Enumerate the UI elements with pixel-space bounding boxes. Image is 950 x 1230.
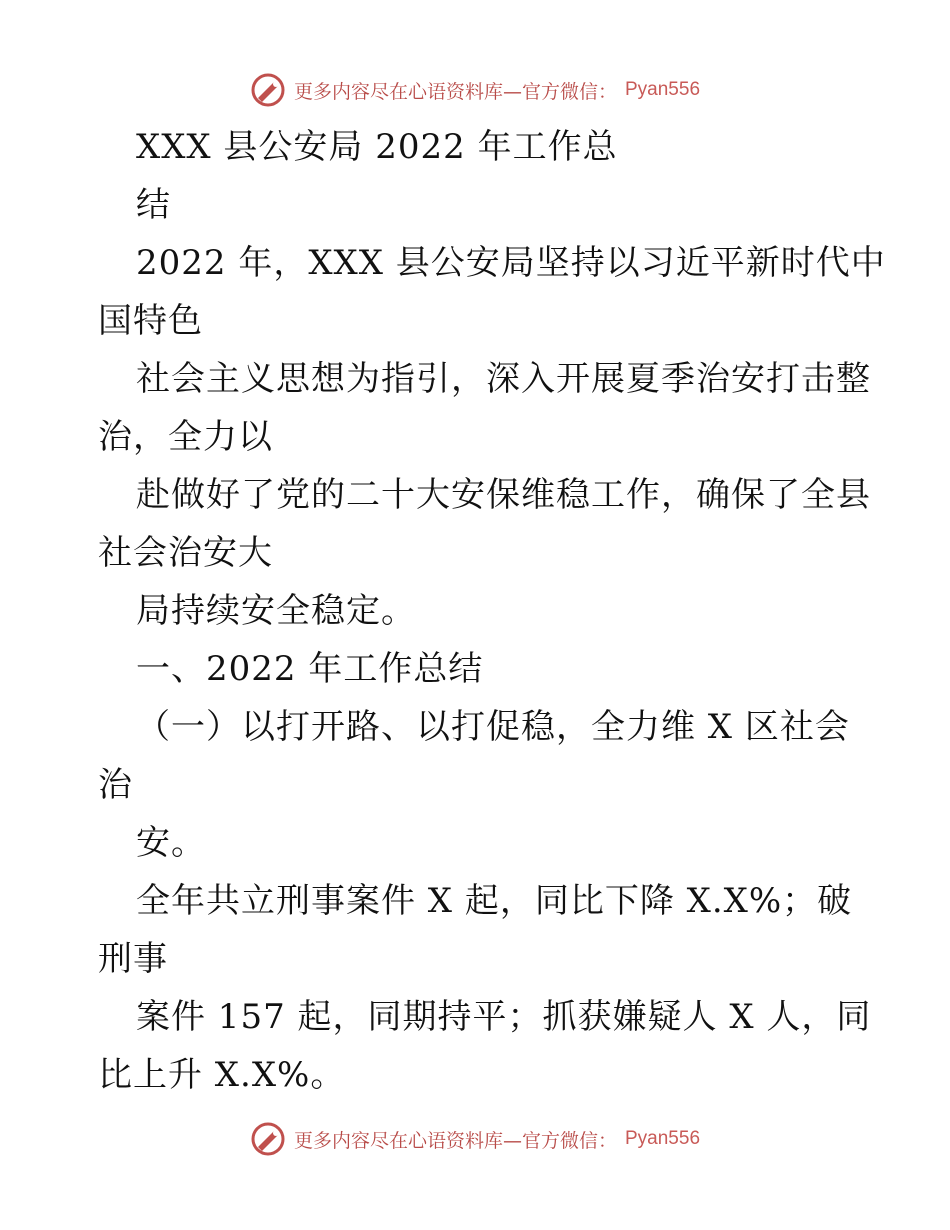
doc-paragraph-line: 案件 157 起，同期持平；抓获嫌疑人 X 人，同 [136,997,872,1037]
doc-paragraph-line: 刑事 [98,939,168,979]
document-body [98,118,886,1104]
header-watermark-text: 更多内容尽在心语资料库—官方微信： [293,80,617,103]
doc-paragraph-line: 比上升 X.X%。 [98,1055,346,1095]
footer-watermark-banner [0,1117,950,1161]
doc-paragraph-line: 国特色 [98,301,203,341]
doc-paragraph-line: 赴做好了党的二十大安保维稳工作，确保了全县 [136,475,871,515]
doc-subsection-heading: （一）以打开路、以打促稳，全力维 X 区社会 [136,707,850,747]
header-watermark-banner [0,68,950,112]
doc-paragraph-line: 社会主义思想为指引，深入开展夏季治安打击整 [136,359,871,399]
doc-paragraph-line: 社会治安大 [98,533,273,573]
header-wechat-id: Pyan556 [625,79,701,100]
doc-paragraph-line: 治，全力以 [98,417,273,457]
pen-logo-icon [250,72,286,108]
doc-paragraph-line: 全年共立刑事案件 X 起，同比下降 X.X%；破 [136,881,853,921]
doc-section-heading: 一、2022 年工作总结 [136,649,484,689]
footer-wechat-id: Pyan556 [625,1128,701,1149]
doc-paragraph-line: 治 [98,765,133,805]
pen-logo-icon [250,1121,286,1157]
doc-paragraph-line: 安。 [136,823,206,863]
doc-title-line-2: 结 [136,185,171,225]
footer-watermark-text: 更多内容尽在心语资料库—官方微信： [293,1129,617,1152]
doc-paragraph-line: 2022 年，XXX 县公安局坚持以习近平新时代中 [136,243,886,283]
doc-title-line-1: XXX 县公安局 2022 年工作总 [136,127,618,167]
doc-paragraph-line: 局持续安全稳定。 [136,591,416,631]
